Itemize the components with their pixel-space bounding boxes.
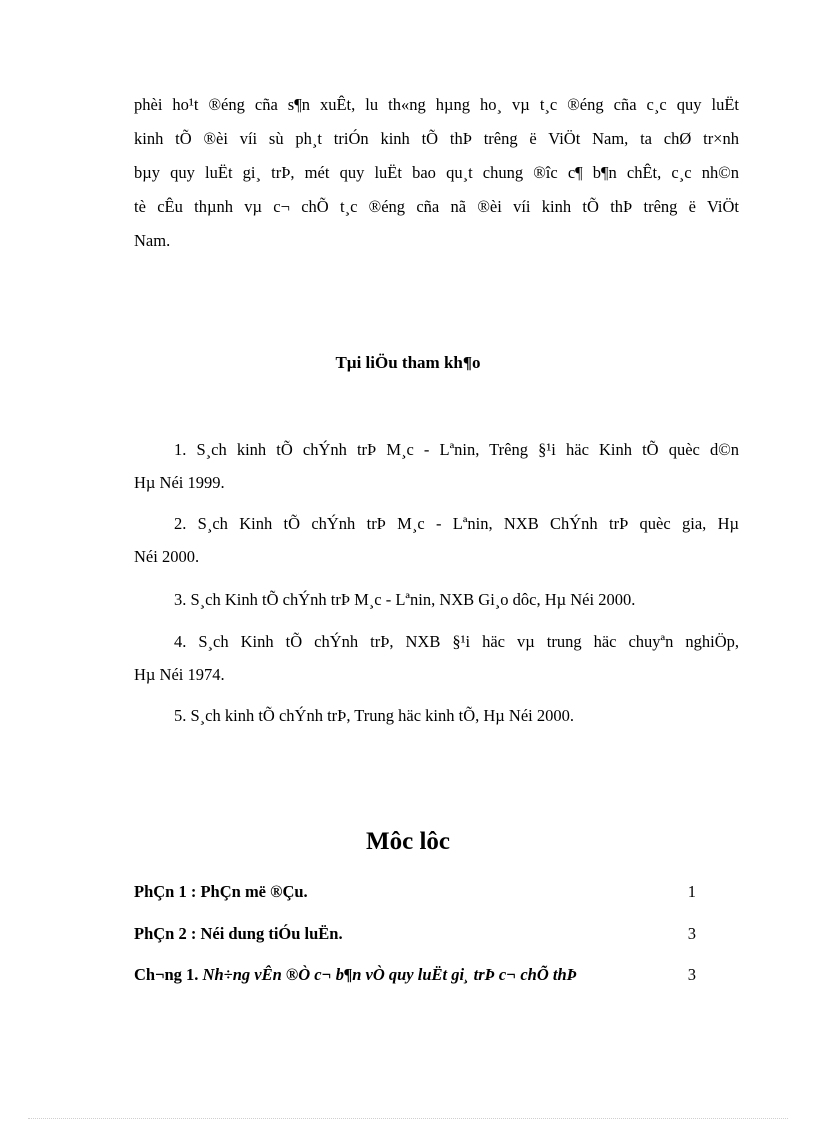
toc-heading: Môc lôc	[366, 828, 450, 855]
intro-paragraph	[134, 88, 739, 258]
toc-entry[interactable]	[134, 882, 696, 908]
toc-entry-label: PhÇn 2 : Néi dung tiÓu luËn.	[134, 924, 343, 943]
reference-line: 2. S¸ch Kinh tÕ chÝnh trÞ M¸c - Lªnin, NXB ChÝnh trÞ quèc gia, Hµ	[174, 514, 739, 533]
reference-line: Néi 2000.	[134, 547, 200, 566]
toc-entry[interactable]	[134, 924, 696, 950]
reference-line: Hµ Néi 1974.	[134, 665, 225, 684]
toc-entry-label	[134, 965, 577, 985]
toc-entry-page: 3	[687, 924, 696, 943]
toc-entry-page: 1	[687, 882, 696, 901]
intro-line: phèi ho¹t ®éng cña s¶n xuÊt, lu th«ng hµng ho¸ vµ t¸c ®éng cña c¸c quy luËt	[134, 95, 739, 114]
reference-item	[134, 625, 739, 691]
reference-item	[134, 699, 739, 732]
reference-line: Hµ Néi 1999.	[134, 473, 225, 492]
intro-line: bµy quy luËt gi¸ trÞ, mét quy luËt bao qu¸t chung ®îc c¶ b¶n chÊt, c¸c nh©n	[134, 163, 739, 182]
toc-entry-title: Nh÷ng vÊn ®Ò c¬ b¶n vÒ quy luËt gi¸ trÞ c¬ chÕ thÞ	[202, 965, 577, 984]
reference-line: 5. S¸ch kinh tÕ chÝnh trÞ, Trung häc kinh tÕ, Hµ Néi 2000.	[174, 706, 574, 725]
page-bottom-rule	[28, 1118, 788, 1119]
intro-line: tè cÊu thµnh vµ c¬ chÕ t¸c ®éng cña nã ®èi víi kinh tÕ thÞ trêng ë ViÖt	[134, 197, 739, 216]
references-heading: Tµi liÖu tham kh¶o	[335, 353, 481, 372]
toc-entry-page: 3	[687, 965, 696, 984]
reference-line: 3. S¸ch Kinh tÕ chÝnh trÞ M¸c - Lªnin, NXB Gi¸o dôc, Hµ Néi 2000.	[174, 590, 636, 609]
reference-item	[134, 507, 739, 573]
reference-line: 1. S¸ch kinh tÕ chÝnh trÞ M¸c - Lªnin, Trêng §¹i häc Kinh tÕ quèc d©n	[174, 440, 739, 459]
intro-line: Nam.	[134, 231, 171, 250]
toc-entry-prefix: Ch¬ng 1.	[134, 965, 199, 984]
reference-line: 4. S¸ch Kinh tÕ chÝnh trÞ, NXB §¹i häc vµ trung häc chuyªn nghiÖp,	[174, 632, 739, 651]
toc-entry[interactable]	[134, 965, 696, 991]
toc-entry-label: PhÇn 1 : PhÇn më ®Çu.	[134, 882, 308, 901]
reference-item	[134, 583, 739, 616]
reference-item	[134, 433, 739, 499]
intro-line: kinh tÕ ®èi víi sù ph¸t triÓn kinh tÕ thÞ trêng ë ViÖt Nam, ta chØ tr×nh	[134, 129, 739, 148]
